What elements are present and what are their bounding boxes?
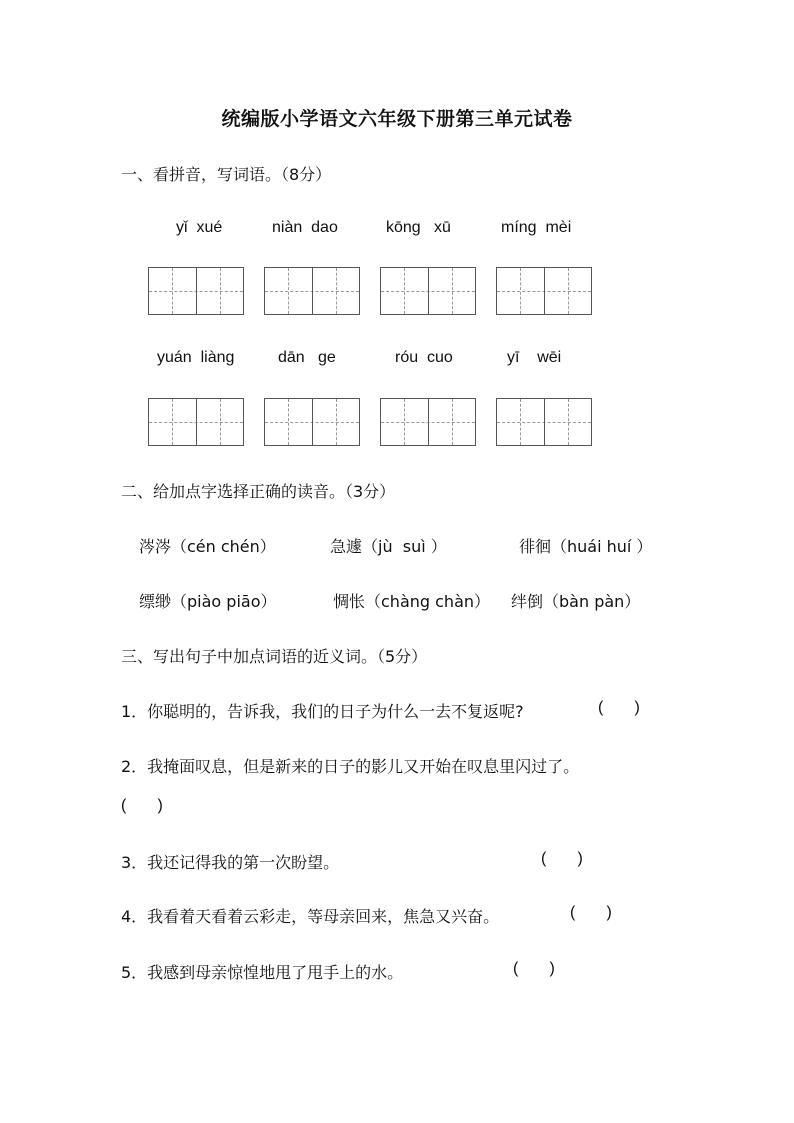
section-heading-pinyin: 一、看拼音，写词语。（8分） <box>121 165 332 184</box>
pinyin-label: kōng xū <box>386 219 451 236</box>
pinyin-label: míng mèi <box>501 219 572 236</box>
question-text: 1．你聪明的，告诉我，我们的日子为什么一去不复返呢? <box>121 702 524 721</box>
pinyin-label: róu cuo <box>395 349 453 366</box>
writing-box[interactable] <box>496 398 592 446</box>
pinyin-label: dān ge <box>278 349 336 366</box>
pinyin-label: niàn dao <box>272 219 338 236</box>
answer-blank[interactable]: ( ) <box>570 904 612 921</box>
section-heading-synonym: 三、写出句子中加点词语的近义词。（5分） <box>121 647 428 666</box>
pronunciation-choice[interactable]: 绊倒（bàn pàn） <box>511 592 641 611</box>
writing-box-row <box>0 267 794 317</box>
question-text: 5．我感到母亲惊惶地甩了甩手上的水。 <box>121 963 404 982</box>
section-heading-pronunciation: 二、给加点字选择正确的读音。（3分） <box>121 482 396 501</box>
writing-box[interactable] <box>264 267 360 315</box>
writing-box[interactable] <box>496 267 592 315</box>
pronunciation-choice[interactable]: 缥缈（piào piāo） <box>139 592 277 611</box>
pronunciation-choice[interactable]: 惆怅（chàng chàn） <box>333 592 491 611</box>
pinyin-row <box>0 219 794 243</box>
pronunciation-choice[interactable]: 徘徊（huái huí ） <box>519 537 653 556</box>
pinyin-label: yǐ xué <box>176 219 223 236</box>
answer-blank[interactable]: ( ) <box>121 797 163 814</box>
writing-box[interactable] <box>380 398 476 446</box>
answer-blank[interactable]: ( ) <box>513 960 555 977</box>
question-text: 2．我掩面叹息，但是新来的日子的影儿又开始在叹息里闪过了。 <box>121 757 580 776</box>
page-title: 统编版小学语文六年级下册第三单元试卷 <box>221 108 573 130</box>
writing-box[interactable] <box>148 267 244 315</box>
writing-box[interactable] <box>148 398 244 446</box>
writing-box[interactable] <box>264 398 360 446</box>
pinyin-row <box>0 349 794 373</box>
answer-blank[interactable]: ( ) <box>541 850 583 867</box>
question-text: 4．我看着天看着云彩走，等母亲回来，焦急又兴奋。 <box>121 907 500 926</box>
writing-box[interactable] <box>380 267 476 315</box>
pinyin-label: yī wēi <box>507 349 562 366</box>
pronunciation-choice[interactable]: 急遽（jù suì ） <box>330 537 447 556</box>
answer-blank[interactable]: ( ) <box>598 699 640 716</box>
pronunciation-choice[interactable]: 涔涔（cén chén） <box>139 537 276 556</box>
writing-box-row <box>0 398 794 448</box>
question-text: 3．我还记得我的第一次盼望。 <box>121 853 340 872</box>
pinyin-label: yuán liàng <box>157 349 235 366</box>
